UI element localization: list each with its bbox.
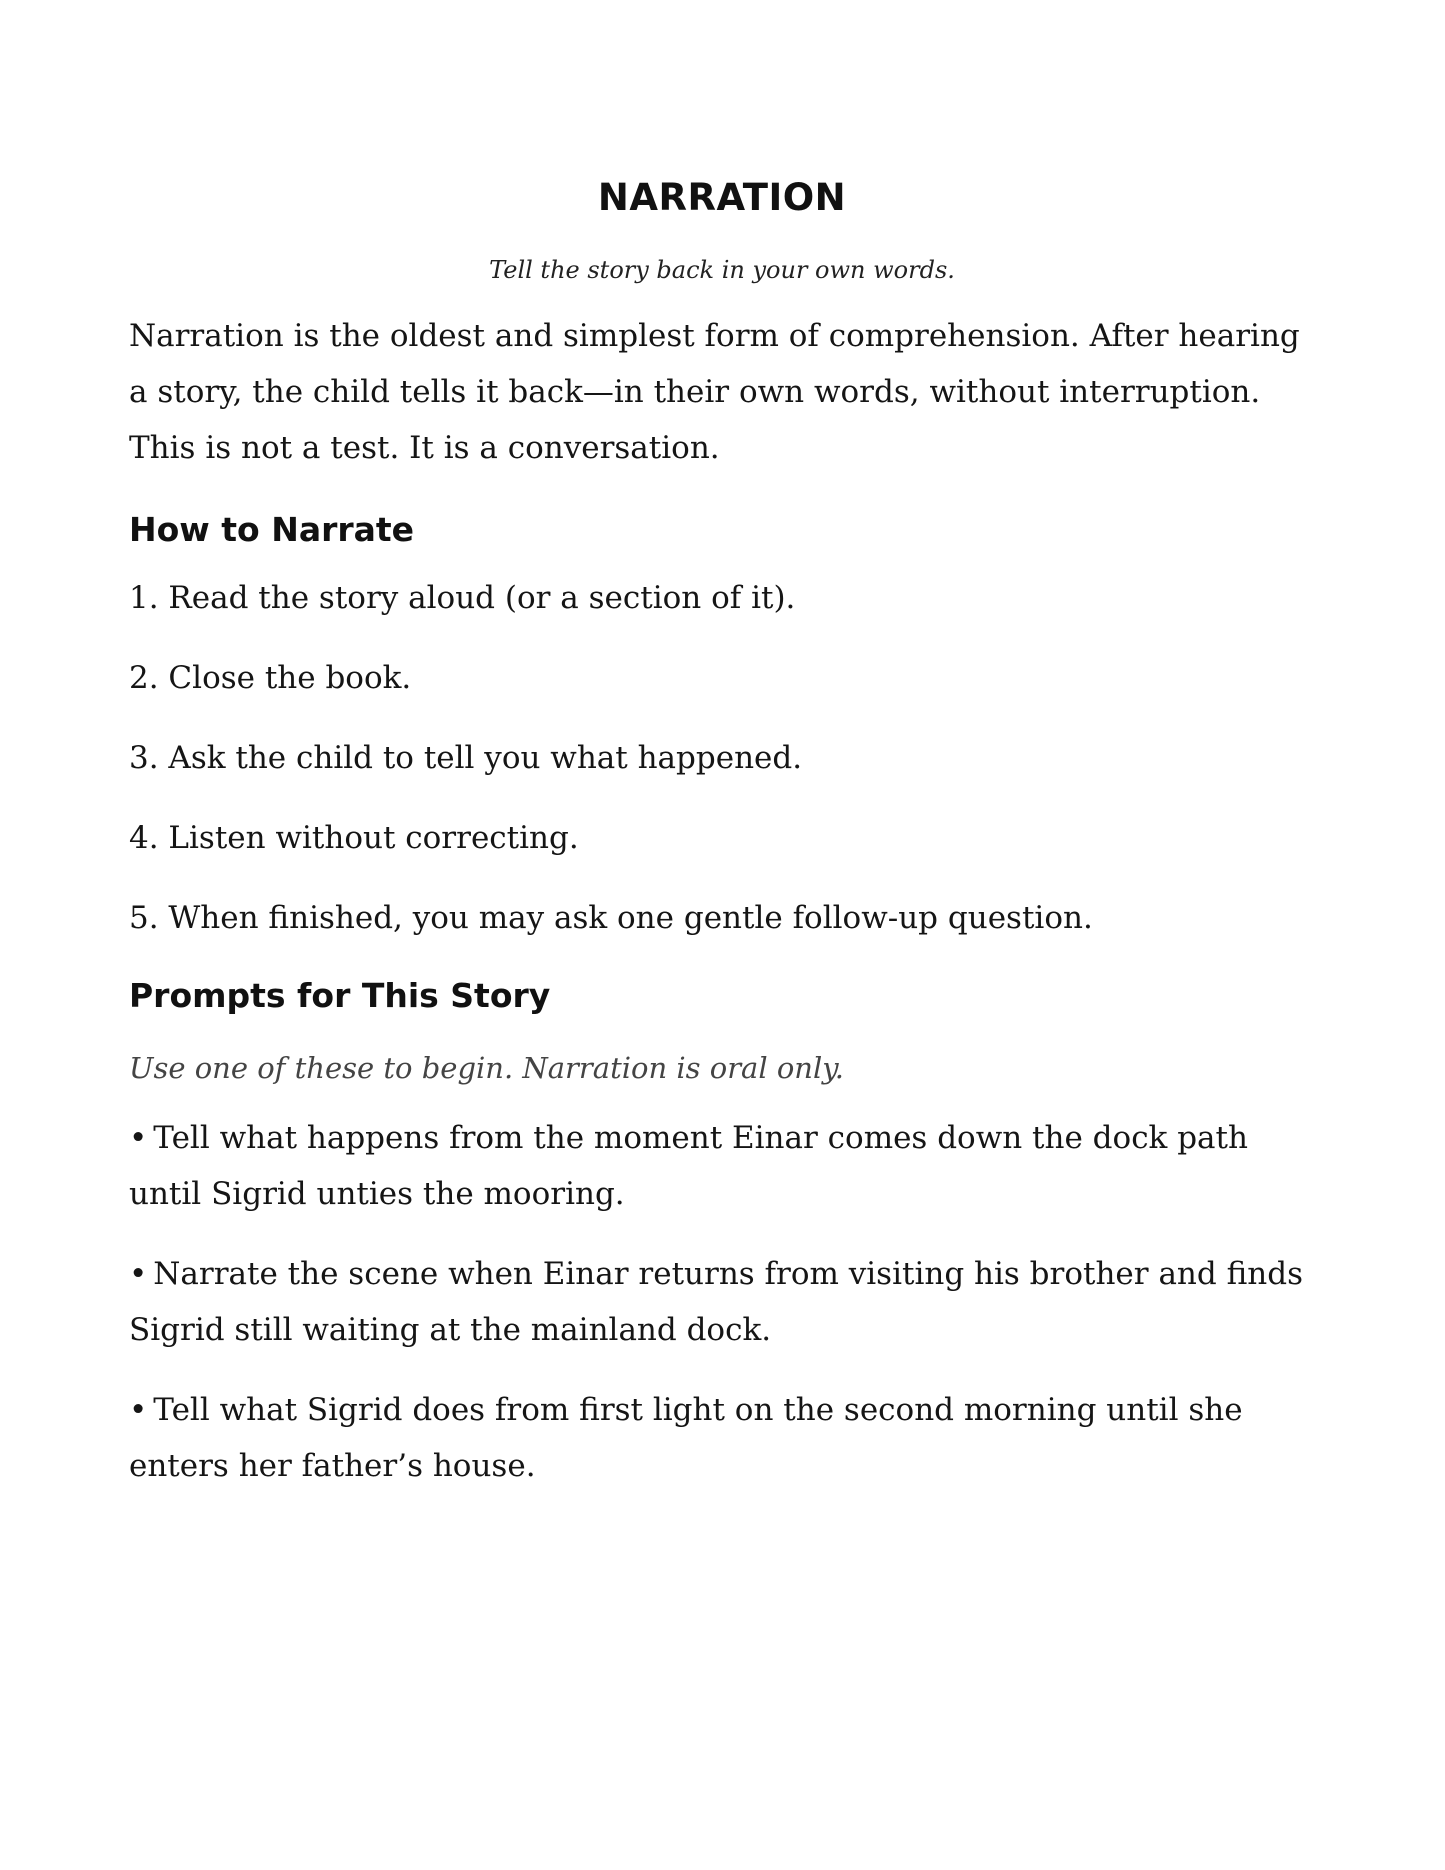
prompt-text: Narrate the scene when Einar returns from visiting his brother and finds Sigrid still waiting at the mainland dock. [129, 1256, 1303, 1348]
page-subtitle: Tell the story back in your own words. [489, 256, 955, 284]
steps-list [129, 576, 1315, 940]
prompt-text: Tell what Sigrid does from first light on the second morning until she enters her father’s house. [129, 1392, 1243, 1484]
prompt-text: Tell what happens from the moment Einar comes down the dock path until Sigrid unties the mooring. [129, 1120, 1248, 1212]
step-item: 5. When finished, you may ask one gentle follow-up question. [129, 900, 1093, 936]
bullet-glyph: • [129, 1392, 148, 1428]
step-item: 2. Close the book. [129, 660, 412, 696]
step-item: 3. Ask the child to tell you what happened. [129, 740, 803, 776]
step-item: 1. Read the story aloud (or a section of it). [129, 580, 796, 616]
intro-paragraph: Narration is the oldest and simplest form of comprehension. After hearing a story, the child tells it back—in their own words, without interruption. This is not a test. It is a conversation. [129, 318, 1300, 466]
prompts-heading: Prompts for This Story [129, 976, 551, 1015]
prompts-note: Use one of these to begin. Narration is oral only. [129, 1051, 845, 1085]
page-content [129, 170, 1315, 1494]
how-to-heading: How to Narrate [129, 510, 415, 549]
prompts-list [129, 1110, 1315, 1494]
prompt-item [129, 1246, 1315, 1358]
step-item: 4. Listen without correcting. [129, 820, 579, 856]
prompt-item [129, 1382, 1315, 1494]
bullet-glyph: • [129, 1120, 148, 1156]
prompt-item [129, 1110, 1315, 1222]
bullet-glyph: • [129, 1256, 148, 1292]
page-title: NARRATION [597, 176, 847, 219]
